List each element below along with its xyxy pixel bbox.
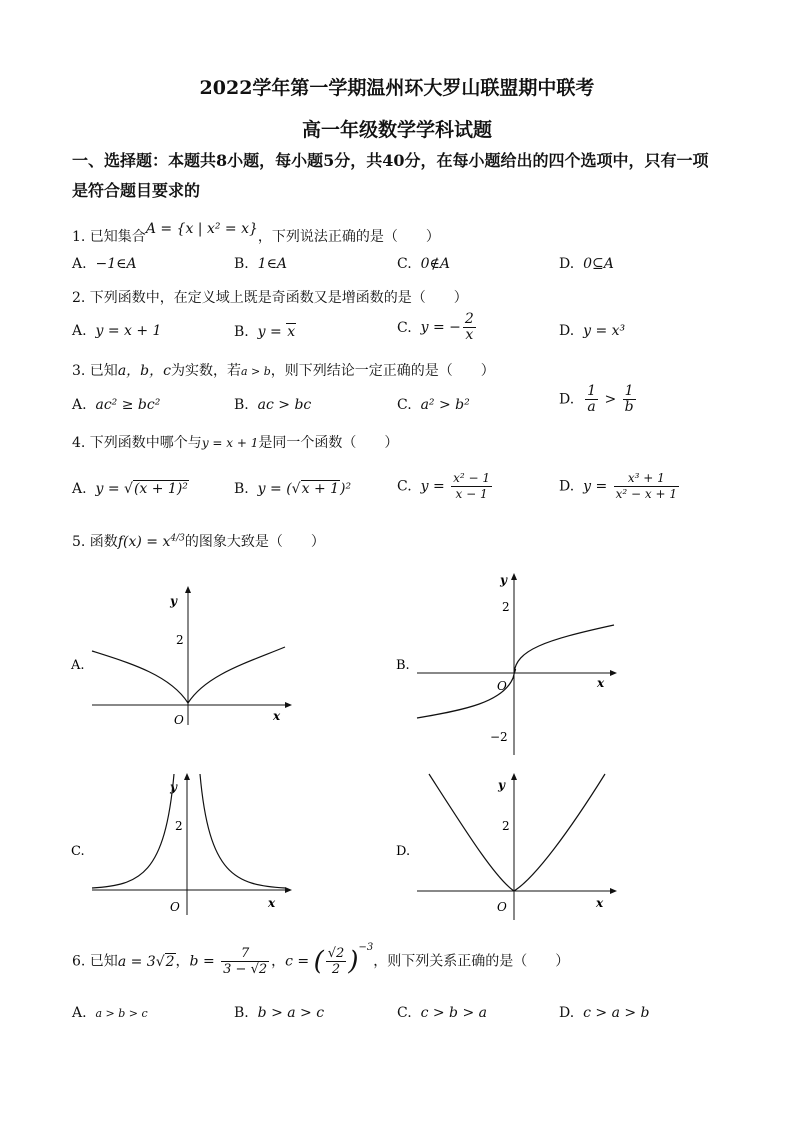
graph-b-x-label: x [597, 676, 605, 690]
q1-suffix: ，下列说法正确的是（ ） [257, 229, 440, 245]
q4-option-c[interactable]: C. y = $\frac{\text{x² − 1}}{x - 1}$ [397, 471, 491, 501]
graph-b-y-arrow [511, 573, 517, 580]
q3-option-c[interactable]: C. a² > b² [397, 397, 470, 413]
question-2: 2. 下列函数中，在定义域上既是奇函数又是增函数的是（ ） [72, 290, 468, 306]
section-heading-line1: 一、选择题：本题共8小题，每小题5分，共40分，在每小题给出的四个选项中，只有一项 [72, 151, 709, 170]
q2-option-d[interactable]: D. y = x³ [559, 323, 626, 339]
graph-c-origin: O [170, 900, 180, 914]
graph-c-curve-left [92, 774, 174, 888]
q4-option-b[interactable]: B. y = (√x + 1)² [234, 481, 352, 497]
question-3: 3. 已知a，b，c为实数，若a > b，则下列结论一定正确的是（ ） [72, 363, 495, 379]
graph-b-ytick-neg2: −2 [490, 730, 508, 744]
question-6: 6. 已知a = 3√2，b = $\frac{7}{3 - √2}$ ，c = ( $\frac{√2}{2}$ )$^{-3}$，则下列关系正确的是（ ） [72, 941, 570, 977]
q2-option-c[interactable]: C. y = − $\frac{2}{x}$ [397, 311, 474, 343]
q4-option-d[interactable]: D. y = $\frac{\text{x³ + 1}}{\text{x² − x + 1}}$ [559, 471, 677, 501]
graph-a-y-arrow [185, 586, 191, 593]
graph-d-x-arrow [610, 888, 617, 894]
exam-subtitle: 高一年级数学学科试题 [301, 119, 492, 141]
graph-b-ytick-2: 2 [502, 600, 510, 614]
q3-option-b[interactable]: B. ac > bc [234, 397, 312, 413]
graph-b-x-arrow [610, 670, 617, 676]
graph-b-origin: O [497, 679, 507, 693]
graph-d-ytick-2: 2 [502, 819, 510, 833]
q2-b-sqrt: x [287, 324, 296, 340]
graph-c[interactable] [60, 770, 300, 920]
graph-a[interactable] [60, 585, 300, 730]
graph-a-origin: O [174, 713, 184, 727]
graph-a-label: A. [71, 658, 85, 673]
exam-title: 2022学年第一学期温州环大罗山联盟期中联考 [199, 77, 595, 99]
graph-d[interactable] [385, 770, 625, 920]
graph-d-origin: O [497, 900, 507, 914]
graph-a-x-arrow [285, 702, 292, 708]
graph-c-label: C. [71, 844, 85, 859]
graph-d-curve [429, 774, 605, 891]
graph-b-curve [417, 625, 614, 718]
graph-c-x-arrow [285, 887, 292, 893]
graph-b-label: B. [396, 658, 410, 673]
q1-option-a[interactable]: A. −1∈A [72, 256, 137, 272]
question-5: 5. 函数$f(x) = x^{4/3}$的图象大致是（ ） [72, 533, 325, 550]
graph-d-y-label: y [498, 778, 505, 792]
graph-a-y-label: y [170, 594, 177, 608]
q2-c-frac: $\frac{2}{x}$ [464, 311, 474, 343]
q3-option-a[interactable]: A. ac² ≥ bc² [72, 397, 161, 413]
graph-c-y-label: y [170, 780, 177, 794]
graph-d-y-arrow [511, 773, 517, 780]
q1-option-b[interactable]: B. 1∈A [234, 256, 288, 272]
question-4: 4. 下列函数中哪个与y = x + 1是同一个函数（ ） [72, 435, 399, 451]
q6-option-c[interactable]: C. c > b > a [397, 1005, 487, 1021]
q3-option-d[interactable]: D. $\frac{1}{a}$ > $\frac{1}{b}$ [559, 383, 634, 415]
q4-option-a[interactable]: A. y = √(x + 1)² [72, 481, 188, 497]
q6-option-a[interactable]: A. a > b > c [72, 1005, 148, 1021]
graph-a-ytick-2: 2 [176, 633, 184, 647]
question-1 [72, 221, 440, 246]
section-heading-line2: 是符合题目要求的 [72, 181, 201, 200]
q6-option-b[interactable]: B. b > a > c [234, 1005, 325, 1021]
q2-option-b[interactable]: B. y = x [234, 324, 296, 340]
q1-option-d[interactable]: D. 0⊆A [559, 256, 614, 272]
graph-a-x-label: x [273, 709, 281, 723]
graph-c-ytick-2: 2 [175, 819, 183, 833]
q6-option-d[interactable]: D. c > a > b [559, 1005, 650, 1021]
q2-option-a[interactable]: A. y = x + 1 [72, 323, 162, 339]
q1-prefix: 1. 已知集合 [72, 229, 146, 245]
graph-d-label: D. [396, 844, 411, 859]
graph-c-curve-right [200, 774, 285, 888]
graph-c-y-arrow [184, 773, 190, 780]
graph-c-x-label: x [268, 896, 276, 910]
graph-b[interactable] [385, 570, 625, 760]
graph-b-y-label: y [500, 573, 507, 587]
graph-d-x-label: x [596, 896, 604, 910]
q1-option-c[interactable]: C. 0∉A [397, 256, 450, 272]
q1-set-expr: A = {x | x² = x} [145, 221, 258, 237]
